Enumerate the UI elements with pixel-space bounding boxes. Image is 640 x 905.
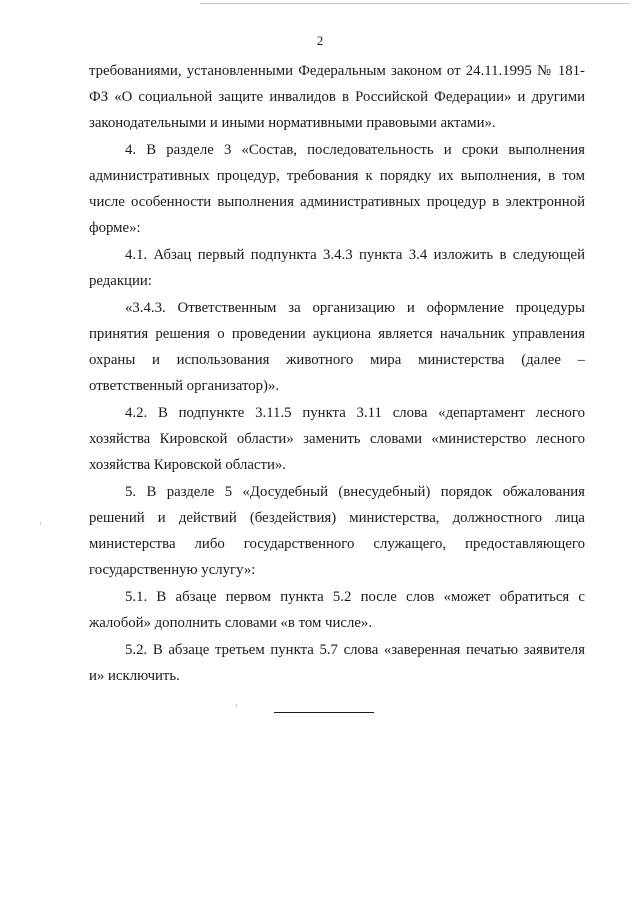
paragraph-item-5-1: 5.1. В абзаце первом пункта 5.2 после слов «может обратиться с жалобой» дополнить словами «в том числе».: [89, 589, 585, 631]
paragraph-section-3: 4. В разделе 3 «Состав, последовательность и сроки выполнения административных процедур, требования к порядку их выполнения, в том числе особенности выполнения административных процедур в электронной форме»:: [89, 142, 585, 236]
document-body: [89, 58, 585, 689]
paragraph-item-4-2: 4.2. В подпункте 3.11.5 пункта 3.11 слова «департамент лесного хозяйства Кировской области» заменить словами «министерство лесного хозяйства Кировской области».: [89, 405, 585, 473]
paragraph-continuation: требованиями, установленными Федеральным законом от 24.11.1995 № 181-ФЗ «О социальной защите инвалидов в Российской Федерации» и другими законодательными и иными нормативными правовыми актами».: [89, 63, 585, 131]
scan-edge-line: [200, 3, 630, 4]
page-number: 2: [316, 33, 324, 48]
paragraph-item-4-1: 4.1. Абзац первый подпункта 3.4.3 пункта 3.4 изложить в следующей редакции:: [89, 247, 585, 289]
paragraph-section-5: 5. В разделе 5 «Досудебный (внесудебный) порядок обжалования решений и действий (бездействия) министерства, должностного лица министерства либо государственного служащего, предоставляющего государственную услугу»:: [89, 484, 585, 578]
paragraph-quote-3-4-3: «3.4.3. Ответственным за организацию и оформление процедуры принятия решения о проведении аукциона является начальник управления охраны и использования животного мира министерства (далее – ответственный организатор)».: [89, 300, 585, 394]
end-of-text-rule: [274, 712, 374, 713]
scan-speck: [40, 522, 41, 525]
scan-speck: [236, 704, 237, 707]
paragraph-item-5-2: 5.2. В абзаце третьем пункта 5.7 слова «заверенная печатью заявителя и» исключить.: [89, 642, 585, 684]
